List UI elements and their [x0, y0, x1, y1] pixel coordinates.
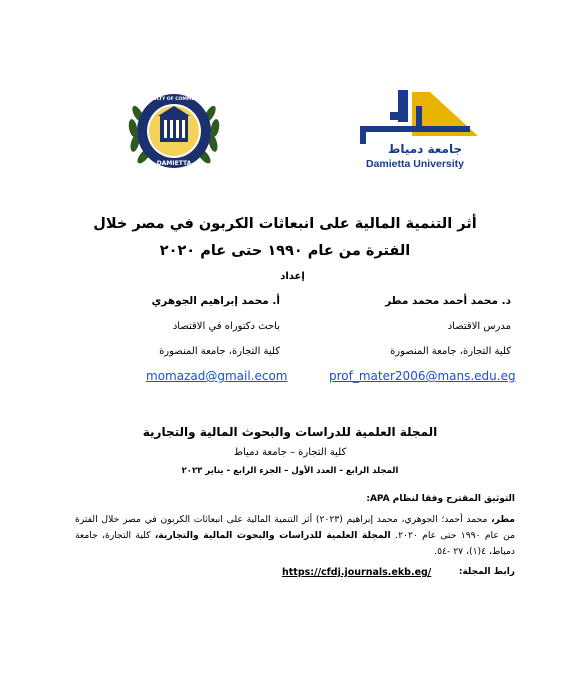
author-right-email-link[interactable]: prof_mater2006@mans.edu.eg — [329, 369, 516, 383]
author-right-position: مدرس الاقتصاد — [447, 321, 511, 332]
citation-journal: المجلة العلمية للدراسات والبحوث المالية والتجارية، — [154, 530, 396, 541]
citation-text: محمد إبراهيم (٢٠٢٣) أثر التنمية المالية على انبعاثات الكربون في مصر خلال الفترة من عام ١٩٩٠ حتى عام ٢٠٢٠. — [75, 514, 516, 541]
svg-text:FACULTY OF COMMERCE: FACULTY OF COMMERCE — [143, 97, 205, 102]
paper-title-line-1: أثر التنمية المالية على انبعاثات الكربون في مصر خلال — [93, 216, 477, 232]
prepared-by-label: إعداد — [280, 271, 305, 282]
author-right-affiliation: كلية التجارة، جامعة المنصورة — [390, 346, 511, 357]
faculty-of-commerce-logo — [120, 86, 228, 176]
author-left-name: أ. محمد إبراهيم الجوهري — [151, 295, 280, 307]
svg-text:DAMIETTA: DAMIETTA — [156, 160, 192, 167]
citation-body — [75, 512, 515, 560]
author-left-email-link[interactable]: momazad@gmail.ecom — [146, 369, 288, 383]
damietta-university-logo — [350, 86, 480, 170]
citation-authors: محمد أحمد؛ الجوهري، — [397, 514, 492, 525]
citation-heading: التوثيق المقترح وفقا لنظام APA: — [366, 494, 515, 504]
author-left-affiliation: كلية التجارة، جامعة المنصورة — [159, 346, 280, 357]
faculty-seal-icon — [120, 86, 228, 176]
journal-link-label: رابط المجلة: — [458, 567, 515, 577]
damietta-university-icon — [350, 86, 480, 146]
journal-link[interactable]: https://cfdj.journals.ekb.eg/ — [282, 567, 432, 578]
citation-publisher: كلية التجارة، جامعة دمياط، ٤(١)، ٢٧ -٥٤. — [75, 530, 515, 557]
university-english-name: Damietta University — [365, 158, 465, 170]
journal-faculty: كلية التجارة – جامعة دمياط — [233, 447, 347, 458]
citation-author-prefix: مطر، — [491, 514, 515, 525]
university-arabic-name: جامعة دمياط — [387, 142, 463, 156]
author-left-position: باحث دكتوراه في الاقتصاد — [172, 321, 280, 332]
author-right-name: د. محمد أحمد محمد مطر — [385, 295, 511, 307]
paper-title-line-2: الفترة من عام ١٩٩٠ حتى عام ٢٠٢٠ — [159, 243, 411, 259]
journal-volume: المجلد الرابع - العدد الأول – الجزء الرابع - يناير ٢٠٢٣ — [181, 466, 399, 476]
journal-name: المجلة العلمية للدراسات والبحوث المالية والتجارية — [142, 425, 438, 439]
